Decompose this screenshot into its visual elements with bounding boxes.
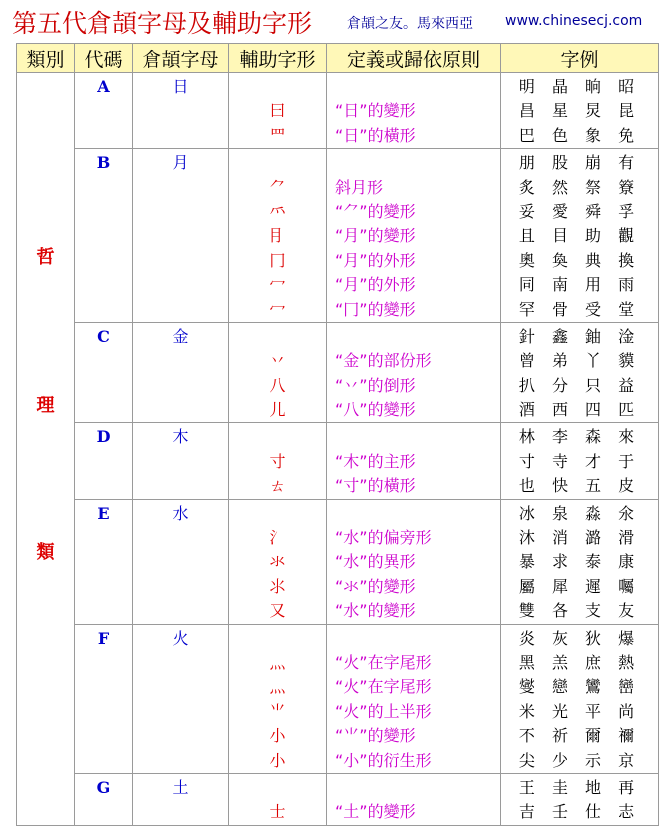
- example-characters: 吉 壬 仕 志: [518, 802, 641, 822]
- example-characters: 炙 然 祭 簝: [518, 177, 641, 197]
- example-characters: 燮 戀 鸞 巒: [518, 677, 641, 697]
- definition: “土”的變形: [335, 802, 416, 822]
- auxiliary-shape: 八: [269, 375, 286, 395]
- auxiliary-shape: 寸: [269, 451, 286, 471]
- auxiliary-shape: 曰: [269, 101, 286, 121]
- example-characters: 昌 星 炅 昆: [518, 101, 641, 121]
- auxiliary-shape: [229, 325, 326, 349]
- definition: “冂”的變形: [335, 299, 416, 319]
- example-characters: 不 祈 爾 禰: [518, 726, 641, 746]
- letter-code-cell: [75, 499, 133, 624]
- example-characters-cell: [501, 322, 659, 423]
- definition-cell: [327, 773, 501, 825]
- example-characters: 尖 少 示 京: [518, 750, 641, 770]
- header-auxiliary: 輔助字形: [229, 44, 327, 73]
- definition: “氺”的變形: [335, 576, 416, 596]
- letter-code: B: [96, 153, 111, 173]
- definition: “日”的橫形: [335, 125, 416, 145]
- category-cell: [17, 73, 75, 826]
- table-row: [17, 624, 659, 773]
- root-character: 土: [172, 777, 189, 797]
- example-characters: 林 李 森 來: [518, 427, 641, 447]
- example-characters: 米 光 平 尚: [518, 701, 641, 721]
- definition-cell: [327, 73, 501, 149]
- definition: “木”的主形: [335, 451, 416, 471]
- definition: [335, 776, 500, 800]
- definition: “水”的異形: [335, 552, 416, 572]
- author-credit: 倉頡之友。馬來西亞: [347, 16, 473, 32]
- example-characters: 黑 羔 庶 熱: [518, 652, 641, 672]
- website-url: www.chinesecj.com: [505, 13, 643, 29]
- example-characters-cell: [501, 423, 659, 499]
- definition-cell: [327, 322, 501, 423]
- definition: “寸”的橫形: [335, 476, 416, 496]
- auxiliary-shape: 丷: [269, 351, 286, 371]
- auxiliary-shape-cell: [229, 773, 327, 825]
- definition: “火”在字尾形: [335, 677, 432, 697]
- auxiliary-shape: 小: [269, 726, 286, 746]
- header-category: 類別: [17, 44, 75, 73]
- page-title: 第五代倉頡字母及輔助字形: [12, 9, 313, 38]
- auxiliary-shape: [229, 151, 326, 175]
- root-character-cell: [133, 499, 229, 624]
- example-characters: 罕 骨 受 堂: [518, 299, 641, 319]
- example-characters: 雙 各 支 友: [518, 601, 641, 621]
- example-characters: 扒 分 只 益: [518, 375, 641, 395]
- root-character: 金: [172, 326, 189, 346]
- auxiliary-shape-cell: [229, 624, 327, 773]
- auxiliary-shape: [229, 776, 326, 800]
- definition: 斜月形: [335, 177, 384, 197]
- radicals-table: [16, 43, 659, 826]
- definition-cell: [327, 423, 501, 499]
- auxiliary-shape: ⺫: [269, 125, 286, 145]
- definition: “水”的偏旁形: [335, 528, 432, 548]
- letter-code-cell: [75, 773, 133, 825]
- definition: “丷”的倒形: [335, 375, 416, 395]
- root-character-cell: [133, 73, 229, 149]
- example-characters-cell: [501, 773, 659, 825]
- letter-code-cell: [75, 149, 133, 323]
- header-definition: 定義或歸依原則: [327, 44, 501, 73]
- letter-code: E: [97, 503, 110, 523]
- letter-code: F: [97, 628, 110, 648]
- table-row: [17, 423, 659, 499]
- definition: [335, 325, 500, 349]
- example-characters-cell: [501, 73, 659, 149]
- definition: “火”的上半形: [335, 701, 432, 721]
- letter-code-cell: [75, 624, 133, 773]
- auxiliary-shape: 冖: [269, 299, 286, 319]
- root-character: 火: [172, 628, 189, 648]
- example-characters: 且 目 助 觀: [518, 226, 641, 246]
- definition: “小”的衍生形: [335, 750, 432, 770]
- example-characters: 妥 愛 舜 孚: [518, 201, 641, 221]
- auxiliary-shape: [229, 502, 326, 526]
- auxiliary-shape-cell: [229, 322, 327, 423]
- table-row: [17, 322, 659, 423]
- example-characters: 酒 西 四 匹: [518, 400, 641, 420]
- example-characters-cell: [501, 499, 659, 624]
- auxiliary-shape: [229, 75, 326, 99]
- example-characters: 王 圭 地 再: [518, 777, 641, 797]
- root-character-cell: [133, 423, 229, 499]
- table-row: [17, 773, 659, 825]
- auxiliary-shape: [229, 425, 326, 449]
- definition: “金”的部份形: [335, 351, 432, 371]
- definition: [335, 151, 500, 175]
- definition-cell: [327, 624, 501, 773]
- example-characters: 屬 犀 遲 囑: [518, 576, 641, 596]
- example-characters-cell: [501, 149, 659, 323]
- root-character-cell: [133, 773, 229, 825]
- example-characters: 朋 股 崩 有: [518, 153, 641, 173]
- auxiliary-shape: 小: [269, 750, 286, 770]
- example-characters: 奧 奐 典 換: [518, 250, 641, 270]
- category-label: 類: [36, 542, 55, 563]
- auxiliary-shape: 儿: [269, 400, 286, 420]
- header-examples: 字例: [501, 44, 659, 73]
- definition: [335, 425, 500, 449]
- header-root: 倉頡字母: [133, 44, 229, 73]
- category-label: 哲: [36, 247, 55, 268]
- example-characters-cell: [501, 624, 659, 773]
- letter-code-cell: [75, 423, 133, 499]
- header-code: 代碼: [75, 44, 133, 73]
- auxiliary-shape-cell: [229, 499, 327, 624]
- auxiliary-shape: ㄊ: [269, 476, 286, 496]
- auxiliary-shape: ⺤: [269, 201, 286, 221]
- definition: “八”的變形: [335, 400, 416, 420]
- auxiliary-shape: ⺈: [269, 177, 286, 197]
- table-row: [17, 149, 659, 323]
- auxiliary-shape: ⺝: [269, 226, 286, 246]
- letter-code: D: [96, 427, 111, 447]
- example-characters: 冰 泉 淼 氽: [518, 503, 641, 523]
- definition: “日”的變形: [335, 101, 416, 121]
- letter-code: G: [96, 777, 111, 797]
- root-character-cell: [133, 149, 229, 323]
- table-header-row: [17, 44, 659, 73]
- example-characters: 巴 色 象 免: [518, 125, 641, 145]
- definition-cell: [327, 149, 501, 323]
- auxiliary-shape: 冂: [269, 250, 286, 270]
- root-character: 水: [172, 503, 189, 523]
- auxiliary-shape-cell: [229, 73, 327, 149]
- auxiliary-shape: 氺: [269, 552, 286, 572]
- definition: “水”的變形: [335, 601, 416, 621]
- example-characters: 針 鑫 鈾 淦: [518, 326, 641, 346]
- definition: “月”的外形: [335, 275, 416, 295]
- root-character: 木: [172, 427, 189, 447]
- auxiliary-shape-cell: [229, 423, 327, 499]
- definition: [335, 502, 500, 526]
- auxiliary-shape: 冖: [269, 275, 286, 295]
- auxiliary-shape: 又: [269, 601, 286, 621]
- root-character: 日: [172, 77, 189, 96]
- example-characters: 沐 消 潞 滑: [518, 528, 641, 548]
- table-row: [17, 73, 659, 149]
- auxiliary-shape: 氵: [269, 528, 286, 548]
- auxiliary-shape: 灬: [269, 652, 286, 672]
- root-character-cell: [133, 624, 229, 773]
- auxiliary-shape-cell: [229, 149, 327, 323]
- table-row: [17, 499, 659, 624]
- definition-cell: [327, 499, 501, 624]
- letter-code: C: [97, 326, 110, 346]
- definition: “月”的變形: [335, 226, 416, 246]
- letter-code-cell: [75, 322, 133, 423]
- category-label: 理: [36, 395, 55, 416]
- definition: “⺈”的變形: [335, 201, 416, 221]
- page-header: [0, 0, 663, 42]
- example-characters: 寸 寺 才 于: [518, 451, 641, 471]
- auxiliary-shape: ⺢: [269, 576, 286, 596]
- definition: “火”在字尾形: [335, 652, 432, 672]
- root-character: 月: [172, 153, 189, 173]
- auxiliary-shape: 士: [269, 802, 286, 822]
- definition: [335, 627, 500, 651]
- example-characters: 曾 弟 丫 貘: [518, 351, 641, 371]
- auxiliary-shape: 灬: [269, 677, 286, 697]
- auxiliary-shape: ⺌: [269, 701, 286, 721]
- definition: “⺌”的變形: [335, 726, 416, 746]
- example-characters: 明 晶 晌 昭: [518, 77, 641, 96]
- letter-code: A: [97, 77, 110, 96]
- root-character-cell: [133, 322, 229, 423]
- definition: [335, 75, 500, 99]
- example-characters: 炎 灰 狄 爆: [518, 628, 641, 648]
- example-characters: 也 快 五 皮: [518, 476, 641, 496]
- letter-code-cell: [75, 73, 133, 149]
- auxiliary-shape: [229, 627, 326, 651]
- definition: “月”的外形: [335, 250, 416, 270]
- example-characters: 同 南 用 雨: [518, 275, 641, 295]
- example-characters: 暴 求 泰 康: [518, 552, 641, 572]
